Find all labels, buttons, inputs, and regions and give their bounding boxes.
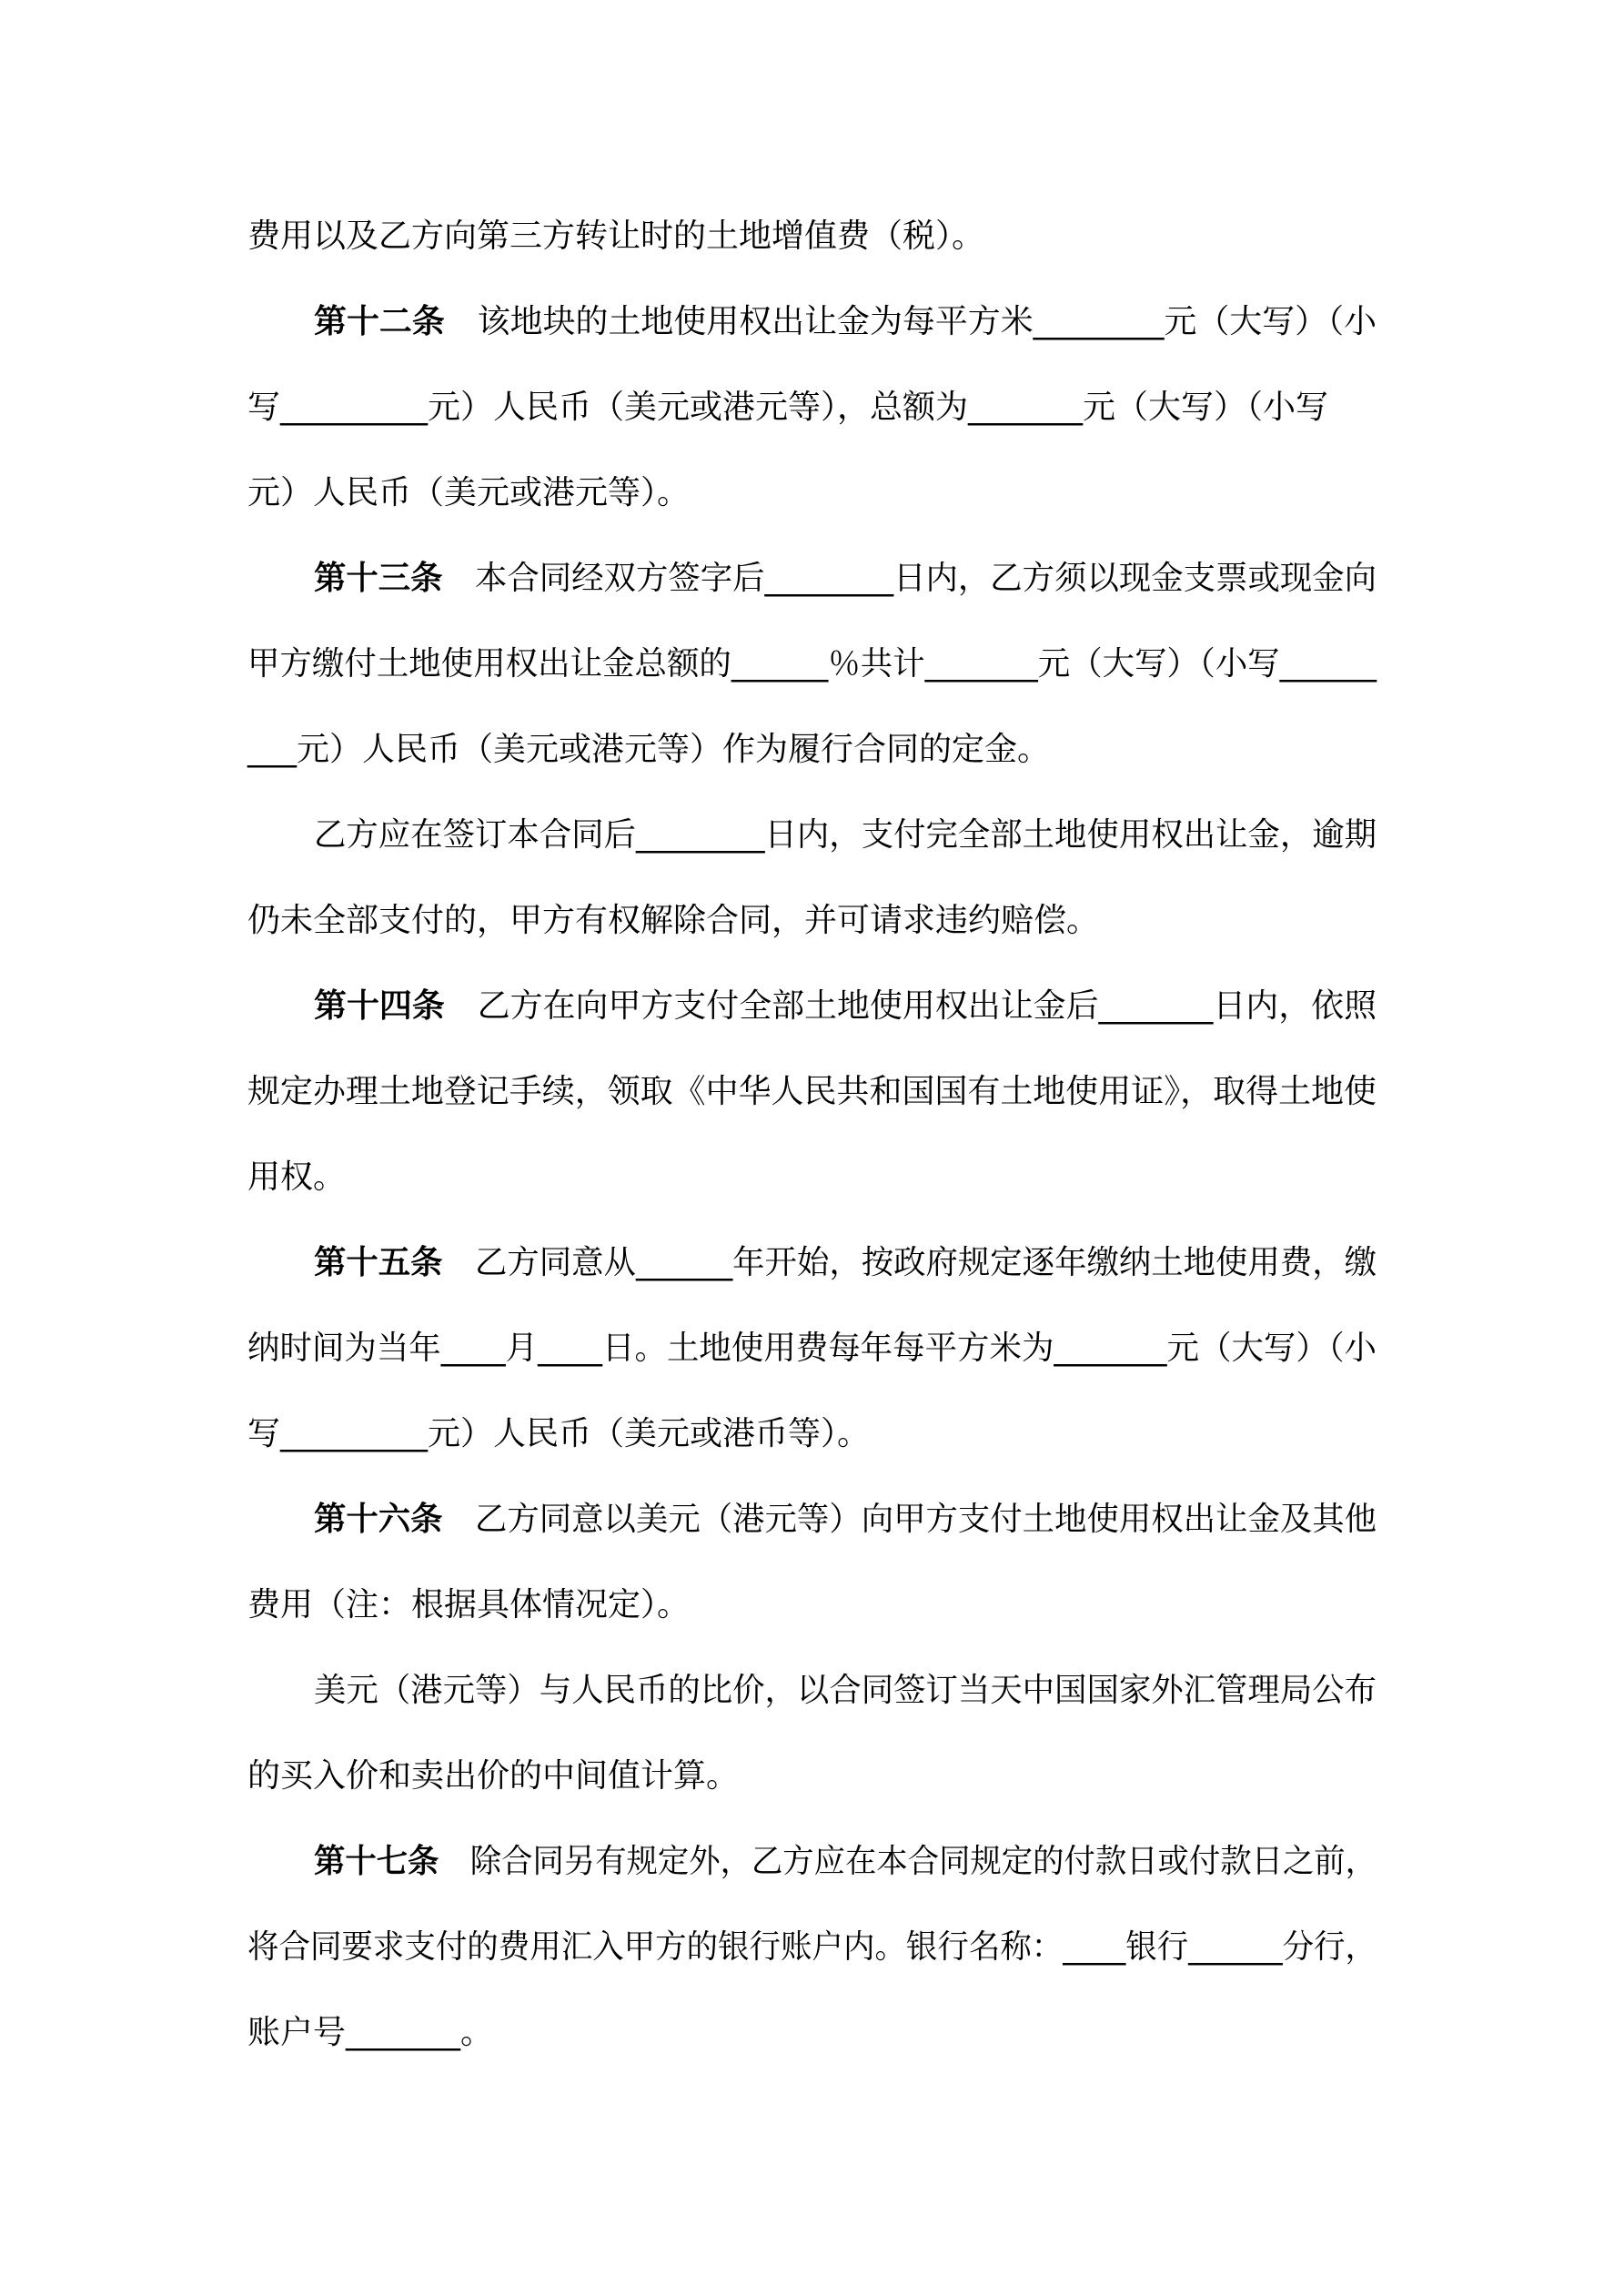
text-line [247, 1070, 1377, 1114]
line-text: 乙方同意从______年开始，按政府规定逐年缴纳土地使用费，缴 [442, 1244, 1377, 1281]
article-number: 第十七条 [314, 1843, 439, 1880]
line-text: 规定办理土地登记手续，领取《中华人民共和国国有土地使用证》，取得土地使 [247, 1073, 1377, 1110]
article-number: 第十五条 [314, 1244, 443, 1281]
article-17-heading-line [314, 1840, 1377, 1884]
line-text: ___元）人民币（美元或港元等）作为履行合同的定金。 [247, 731, 1051, 768]
article-number: 第十四条 [314, 987, 445, 1025]
line-text: 乙方在向甲方支付全部土地使用权出让金后_______日内，依照 [444, 987, 1377, 1025]
article-number: 第十二条 [314, 303, 445, 340]
article-15-heading-line [314, 1241, 1377, 1285]
text-line [247, 215, 984, 258]
text-line [247, 1156, 346, 1199]
text-line [247, 899, 1099, 943]
line-text: 用权。 [247, 1158, 347, 1196]
article-number: 第十六条 [314, 1501, 443, 1538]
line-text: 甲方缴付土地使用权出让金总额的______％共计_______元（大写）（小写______ [247, 645, 1377, 683]
line-text: 写_________元）人民币（美元或港元等），总额为_______元（大写）（小写 [247, 389, 1329, 426]
line-text: 账户号_______。 [247, 2014, 494, 2051]
line-text: 除合同另有规定外，乙方应在本合同规定的付款日或付款日之前， [439, 1843, 1377, 1880]
line-text: 费用（注：根据具体情况定）。 [247, 1586, 691, 1623]
text-line [247, 642, 1377, 686]
text-line [247, 2011, 493, 2055]
line-text: 费用以及乙方向第三方转让时的土地增值费（税）。 [247, 217, 985, 255]
line-text: 本合同经双方签字后________日内，乙方须以现金支票或现金向 [442, 560, 1377, 597]
line-text: 纳时间为当年____月____日。土地使用费每年每平方米为_______元（大写）（小 [247, 1330, 1377, 1367]
line-text: 仍未全部支付的，甲方有权解除合同，并可请求违约赔偿。 [247, 902, 1100, 939]
text-line [247, 1926, 1377, 1969]
text-line [247, 1327, 1377, 1371]
article-13-heading-line [314, 557, 1377, 601]
text-line [247, 471, 690, 515]
line-text: 该地块的土地使用权出让金为每平方米________元（大写）（小 [444, 303, 1377, 340]
line-text: 元）人民币（美元或港元等）。 [247, 474, 691, 511]
paragraph-first-line [314, 1669, 1377, 1713]
line-text: 乙方同意以美元（港元等）向甲方支付土地使用权出让金及其他 [442, 1501, 1377, 1538]
line-text: 将合同要求支付的费用汇入甲方的银行账户内。银行名称：____银行______分行， [247, 1928, 1377, 1966]
line-text: 的买入价和卖出价的中间值计算。 [247, 1757, 740, 1795]
line-text: 美元（港元等）与人民币的比价，以合同签订当天中国国家外汇管理局公布 [314, 1672, 1377, 1709]
line-text: 写_________元）人民币（美元或港币等）。 [247, 1415, 871, 1452]
text-line [247, 1583, 690, 1627]
text-line [247, 1755, 739, 1798]
paragraph-first-line [314, 814, 1377, 857]
article-number: 第十三条 [314, 560, 443, 597]
text-line [247, 1412, 870, 1456]
article-16-heading-line [314, 1498, 1377, 1542]
text-line [247, 728, 1050, 772]
text-line [247, 386, 1328, 430]
line-text: 乙方应在签订本合同后________日内，支付完全部土地使用权出让金，逾期 [314, 816, 1377, 854]
article-14-heading-line [314, 985, 1377, 1028]
article-12-heading-line [314, 300, 1377, 344]
